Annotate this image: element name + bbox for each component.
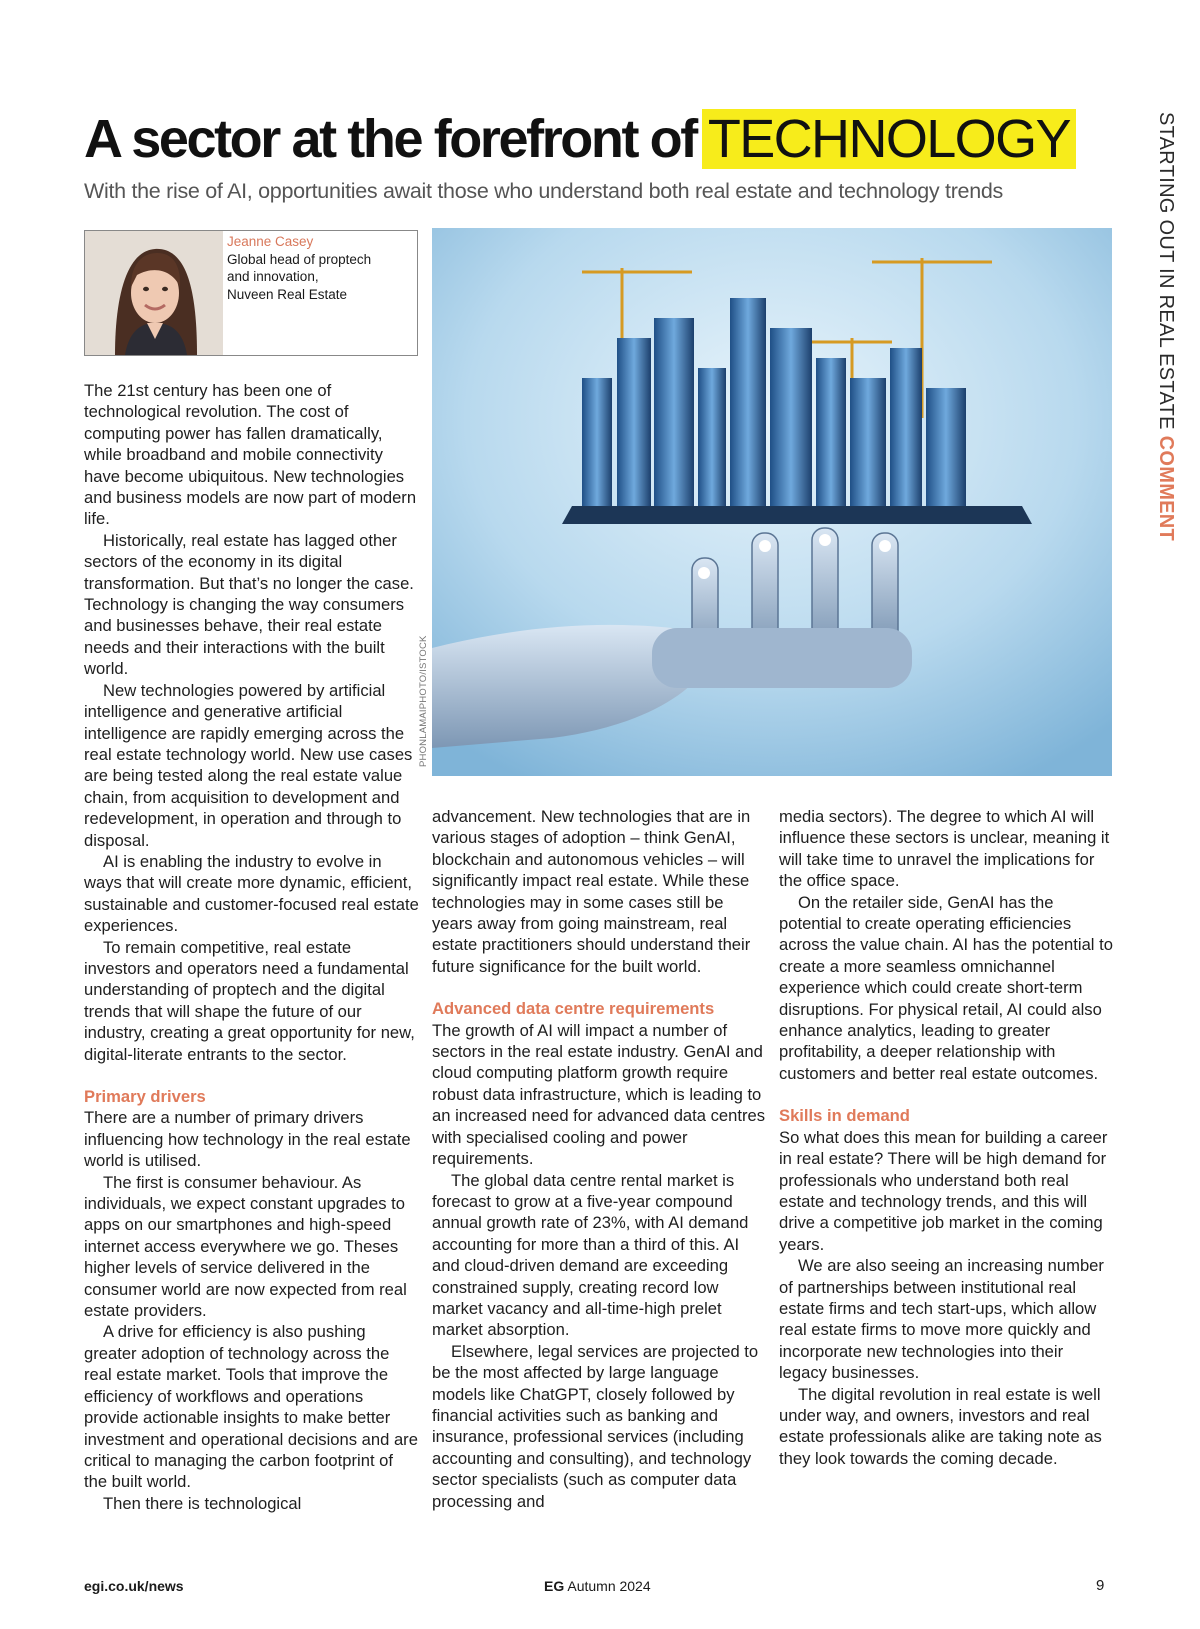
subheadline: With the rise of AI, opportunities await those who understand both real estate and technology trends bbox=[84, 179, 1003, 203]
footer-brand: EG bbox=[544, 1578, 565, 1594]
paragraph: AI is enabling the industry to evolve in ways that will create more dynamic, efficient, sustainable and customer-focused real estate experiences. bbox=[84, 851, 419, 936]
author-box bbox=[84, 230, 418, 356]
paragraph: There are a number of primary drivers influencing how technology in the real estate world is utilised. bbox=[84, 1108, 411, 1171]
footer-issue bbox=[544, 1578, 651, 1594]
paragraph: The first is consumer behaviour. As individuals, we expect constant upgrades to apps on our smartphones and high-speed internet access everywhere we go. Theses higher levels of service delivered in the consumer world are now expected from real estate providers. bbox=[84, 1172, 407, 1321]
sidebar-prefix: STARTING OUT IN REAL ESTATE bbox=[1155, 112, 1177, 436]
paragraph: So what does this mean for building a career in real estate? There will be high demand for professionals who understand both real estate and technology trends, and this will drive a competitive job market in the coming years. bbox=[779, 1127, 1108, 1254]
article-column-3 bbox=[779, 806, 1114, 1469]
author-name: Jeanne Casey bbox=[227, 234, 314, 249]
section-heading-primary-drivers: Primary drivers bbox=[84, 1087, 206, 1106]
robot-hand-city-illustration bbox=[432, 228, 1112, 776]
paragraph: advancement. New technologies that are in various stages of adoption – think GenAI, blockchain and autonomous vehicles – will significantly impact real estate. While these technologies may in some cases still be years away from going mainstream, real estate practitioners should understand their future significance for the built world. bbox=[432, 807, 751, 976]
headline-highlight: TECHNOLOGY bbox=[702, 109, 1076, 169]
paragraph: Elsewhere, legal services are projected to be the most affected by large language models like ChatGPT, closely followed by financial activities such as banking and insurance, professional services (including accounting and consulting), and technology sector specialists (such as computer data processing and bbox=[432, 1341, 759, 1511]
paragraph: The digital revolution in real estate is well under way, and owners, investors and real estate professionals alike are taking note as they look towards the coming decade. bbox=[779, 1384, 1102, 1468]
hero-image bbox=[432, 228, 1112, 776]
page-number: 9 bbox=[1096, 1577, 1105, 1594]
article-column-1 bbox=[84, 380, 420, 1514]
author-photo bbox=[85, 231, 223, 355]
section-heading-data-centre: Advanced data centre requirements bbox=[432, 999, 715, 1019]
section-sidebar-label bbox=[1137, 112, 1177, 552]
paragraph: On the retailer side, GenAI has the potential to create operating efficiencies across the value chain. AI has the potential to create a more seamless omnichannel experience which could create short-term disruptions. For physical retail, AI could also enhance analytics, leading to greater profitability, a deeper relationship with customers and better real estate outcomes. bbox=[779, 892, 1113, 1083]
paragraph: The 21st century has been one of technological revolution. The cost of computing power has fallen dramatically, while broadband and mobile connectivity have become ubiquitous. New technologies and business models are now part of modern life. bbox=[84, 381, 417, 529]
author-organisation: Nuveen Real Estate bbox=[227, 286, 348, 302]
sidebar-comment: COMMENT bbox=[1155, 435, 1177, 542]
author-portrait-image bbox=[85, 231, 223, 355]
paragraph: New technologies powered by artificial intelligence and generative artificial intelligence are rapidly emerging across the real estate technology world. New use cases are being tested along the real estate value chain, from acquisition to development and redevelopment, in operation and through to disposal. bbox=[84, 680, 413, 850]
author-title-line-1: Global head of proptech bbox=[227, 251, 372, 267]
headline-main: A sector at the forefront of bbox=[84, 109, 696, 169]
paragraph: A drive for efficiency is also pushing greater adoption of technology across the real estate market. Tools that improve the efficiency of workflows and operations provide actionable insights to make better investment and operational decisions and are critical to managing the carbon footprint of the built world. bbox=[84, 1322, 418, 1492]
paragraph: To remain competitive, real estate investors and operators need a fundamental understanding of proptech and the digital trends that will shape the future of our industry, creating a great opportunity for new, digital-literate entrants to the sector. bbox=[84, 937, 415, 1064]
paragraph: Historically, real estate has lagged other sectors of the economy in its digital transformation. But that’s no longer the case. Technology is changing the way consumers and businesses behave, their real estate needs and their interactions with the built world. bbox=[84, 530, 414, 679]
section-heading-skills: Skills in demand bbox=[779, 1106, 910, 1126]
paragraph: Then there is technological bbox=[103, 1493, 302, 1513]
article-column-2 bbox=[432, 806, 767, 1512]
paragraph: media sectors). The degree to which AI will influence these sectors is unclear, meaning it will take time to unravel the implications for the office space. bbox=[779, 807, 1110, 891]
paragraph: The global data centre rental market is forecast to grow at a five-year compound annual growth rate of 23%, with AI demand accounting for more than a third of this. AI and cloud-driven demand are exceeding constrained supply, creating record low market vacancy and all-time-high prelet market absorption. bbox=[432, 1170, 749, 1340]
author-title-line-2: and innovation, bbox=[227, 269, 319, 284]
footer-url: egi.co.uk/news bbox=[84, 1578, 184, 1594]
headline bbox=[84, 104, 1134, 174]
photo-credit: PHONLAMAIPHOTO/ISTOCK bbox=[418, 635, 429, 767]
footer-issue-date: Autumn 2024 bbox=[564, 1578, 651, 1594]
paragraph: We are also seeing an increasing number of partnerships between institutional real estate firms and tech start-ups, which allow real estate firms to move more quickly and incorporate new technologies into their legacy businesses. bbox=[779, 1256, 1104, 1383]
paragraph: The growth of AI will impact a number of sectors in the real estate industry. GenAI and cloud computing platform growth require robust data infrastructure, which is leading to an increased need for advanced data centres with specialised cooling and power requirements. bbox=[432, 1020, 766, 1169]
author-details bbox=[227, 233, 371, 303]
